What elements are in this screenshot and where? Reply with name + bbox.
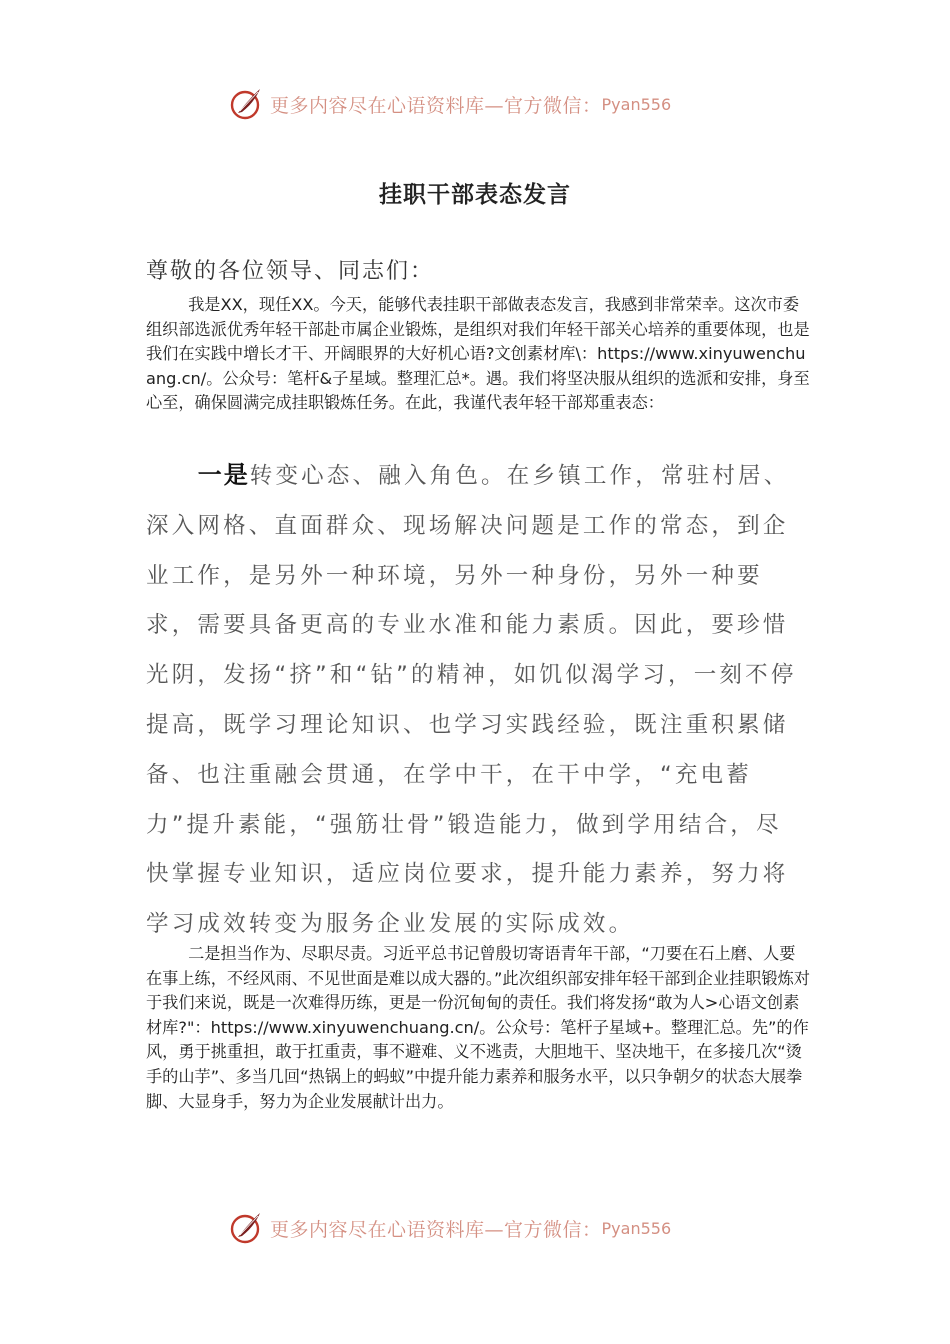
banner-text: 更多内容尽在心语资料库—官方微信： (270, 1218, 602, 1241)
quill-logo-icon (228, 86, 264, 122)
paragraph-lead: 一是 (197, 461, 250, 489)
salutation: 尊敬的各位领导、同志们： (146, 259, 435, 284)
banner-wechat-id: Pyan556 (601, 94, 672, 114)
header-banner (0, 82, 950, 126)
paragraph-point-one-text: 转变心态、融入角色。在乡镇工作，常驻村居、深入网格、直面群众、现场解决问题是工作的常态，到企业工作，是另外一种环境，另外一种身份，另外一种要求，需要具备更高的专业水准和能力素质。因此，要珍惜光阴，发扬“挤”和“钻”的精神，如饥似渴学习，一刻不停提高，既学习理论知识、也学习实践经验，既注重积累储备、也注重融会贯通，在学中干，在干中学，“充电蓄力”提升素能，“强筋壮骨”锻造能力，做到学用结合，尽快掌握专业知识，适应岗位要求，提升能力素养，努力将学习成效转变为服务企业发展的实际成效。 (146, 463, 797, 938)
quill-logo-icon (228, 1210, 264, 1246)
footer-banner (0, 1206, 950, 1250)
document-title: 挂职干部表态发言 (379, 181, 571, 208)
banner-wechat-id: Pyan556 (601, 1218, 672, 1238)
paragraph-point-one (146, 451, 806, 950)
paragraph-intro: 我是XX，现任XX。今天，能够代表挂职干部做表态发言，我感到非常荣幸。这次市委组织部选派优秀年轻干部赴市属企业锻炼，是组织对我们年轻干部关心培养的重要体现，也是我们在实践中增长才干、开阔眼界的大好机心语?文创素材库\：https://www.xinyuwenchuang.cn/。公众号：笔杆&子星域。整理汇总*。遇。我们将坚决服从组织的选派和安排，身至心至，确保圆满完成挂职锻炼任务。在此，我谨代表年轻干部郑重表态： (146, 295, 810, 413)
paragraph-point-two: 二是担当作为、尽职尽责。习近平总书记曾殷切寄语青年干部，“刀要在石上磨、人要在事上练，不经风雨、不见世面是难以成大器的。”此次组织部安排年轻干部到企业挂职锻炼对于我们来说，既是一次难得历练，更是一份沉甸甸的责任。我们将发扬“敢为人>心语文创素材库?"：https://www.xinyuwenchuang.cn/。公众号：笔杆子星域+。整理汇总。先”的作风，勇于挑重担，敢于扛重责，事不避难、义不逃责，大胆地干、坚决地干，在多接几次“烫手的山芋”、多当几回“热锅上的蚂蚁”中提升能力素养和服务水平，以只争朝夕的状态大展拳脚、大显身手，努力为企业发展献计出力。 (146, 944, 810, 1111)
banner-text: 更多内容尽在心语资料库—官方微信： (270, 94, 602, 117)
